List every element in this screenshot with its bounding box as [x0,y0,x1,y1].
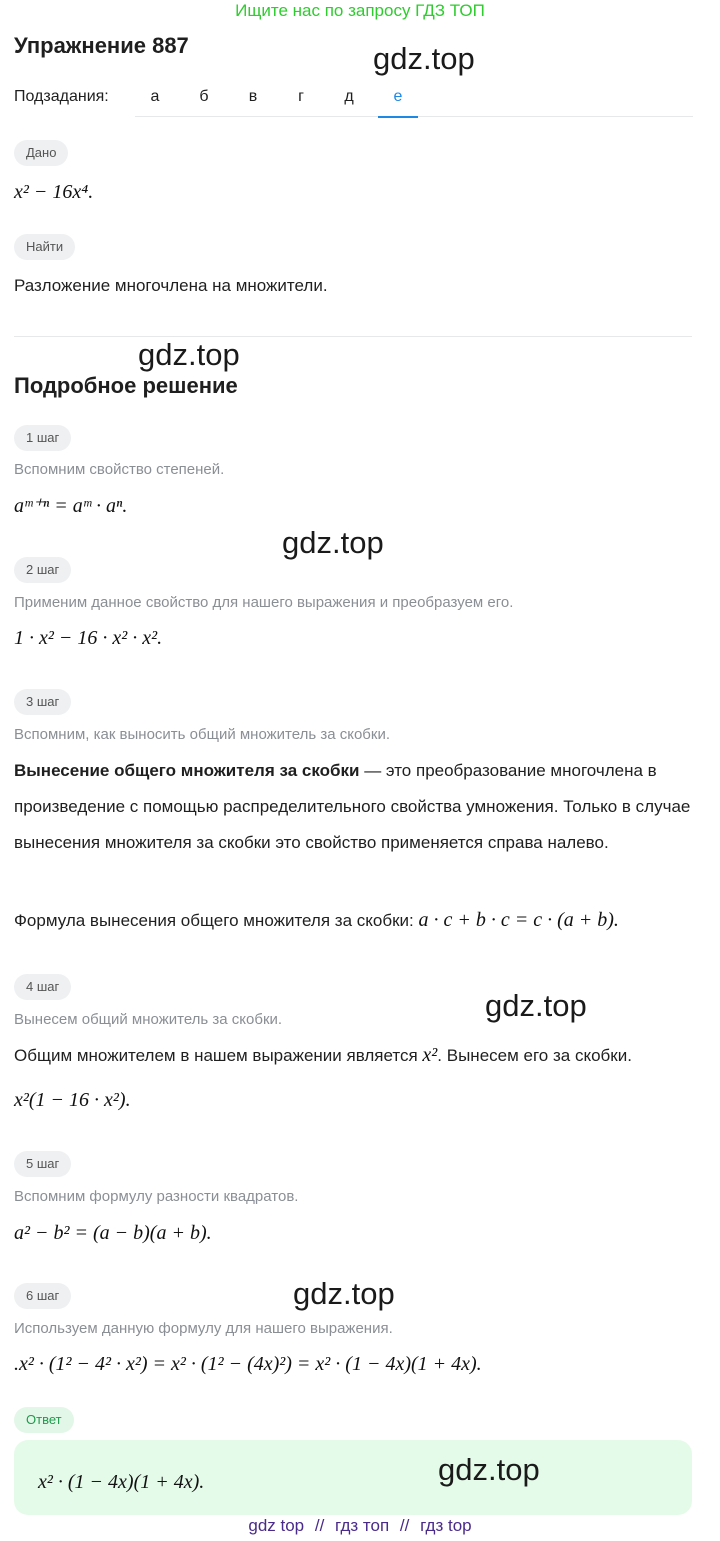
step-4-text-before: Общим множителем в нашем выражении является [14,1046,423,1065]
footer-link-3[interactable]: гдз top [420,1516,472,1535]
promo-banner: Ищите нас по запросу ГДЗ ТОП [235,1,485,20]
tab-d[interactable]: д [344,88,354,105]
tab-v[interactable]: в [248,88,258,105]
given-badge: Дано [14,140,68,166]
solution-heading: Подробное решение [14,373,238,398]
step-5-hint: Вспомним формулу разности квадратов. [14,1188,299,1205]
tab-e[interactable]: е [378,86,418,118]
subtask-tabs [135,82,693,117]
step-4-text-after: . Вынесем его за скобки. [437,1046,632,1065]
step-5-badge: 5 шаг [14,1151,71,1177]
definition-body: — это преобразование многочлена в произведение с помощью распределительного свойства умножения. Только в случае вынесения множителя за скобки это свойство применяется справа налево. [14,761,691,852]
step-3-badge: 3 шаг [14,689,71,715]
step-6-hint: Используем данную формулу для нашего выражения. [14,1320,393,1337]
find-text: Разложение многочлена на множители. [14,276,328,295]
page-title: Упражнение 887 [14,33,189,58]
footer-link-2[interactable]: гдз топ [335,1516,390,1535]
footer-separator: // [399,1516,410,1535]
watermark: gdz.top [293,1276,395,1311]
watermark: gdz.top [438,1452,540,1487]
footer-links [0,1515,720,1537]
answer-formula: x² · (1 − 4x)(1 + 4x). [38,1471,205,1493]
step-2-formula: 1 · x² − 16 · x² · x². [14,627,163,649]
answer-badge: Ответ [14,1407,74,1433]
step-4-hint: Вынесем общий множитель за скобки. [14,1011,283,1028]
step-1-formula: aᵐ⁺ⁿ = aᵐ · aⁿ. [14,495,128,517]
step-3-definition [14,753,694,861]
step-3-formula: a · c + b · c = c · (a + b). [418,909,619,931]
step-1-hint: Вспомним свойство степеней. [14,461,225,478]
step-4-badge: 4 шаг [14,974,71,1000]
find-badge: Найти [14,234,75,260]
section-divider [14,336,692,337]
tab-g[interactable]: г [298,88,304,105]
step-2-hint: Применим данное свойство для нашего выражения и преобразуем его. [14,594,514,611]
subtasks-label: Подзадания: [14,88,109,105]
step-2-badge: 2 шаг [14,557,71,583]
footer-link-1[interactable]: gdz top [248,1516,305,1535]
watermark: gdz.top [373,41,475,76]
watermark: gdz.top [282,525,384,560]
given-expression: x² − 16x⁴. [14,181,94,203]
watermark: gdz.top [485,988,587,1023]
step-4-text-math: x² [422,1044,438,1066]
step-4-formula: x²(1 − 16 · x²). [14,1089,131,1111]
watermark: gdz.top [138,337,240,372]
step-1-badge: 1 шаг [14,425,71,451]
step-3-hint: Вспомним, как выносить общий множитель за скобки. [14,726,390,743]
step-6-formula: .x² · (1² − 4² · x²) = x² · (1² − (4x)²) = x² · (1 − 4x)(1 + 4x). [14,1353,482,1375]
formula-label: Формула вынесения общего множителя за скобки: [14,911,419,930]
definition-term: Вынесение общего множителя за скобки [14,761,360,780]
step-3-formula-line [14,907,619,934]
tab-b[interactable]: б [199,88,209,105]
footer-separator: // [314,1516,325,1535]
step-6-badge: 6 шаг [14,1283,71,1309]
tab-a[interactable]: а [150,88,160,105]
step-5-formula: a² − b² = (a − b)(a + b). [14,1222,212,1244]
step-4-text [14,1042,632,1069]
